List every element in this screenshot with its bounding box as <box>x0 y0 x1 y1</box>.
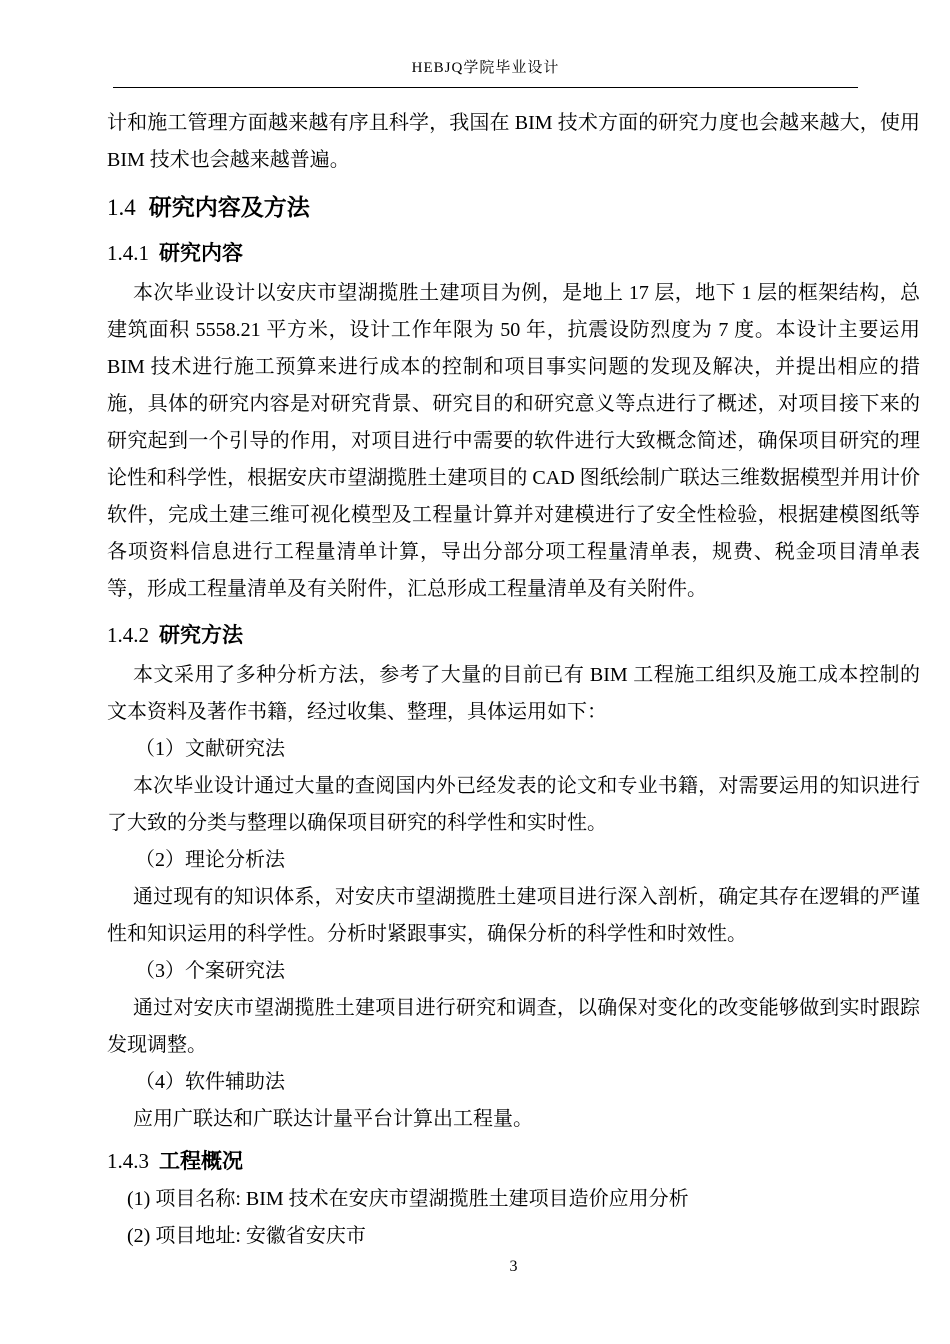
section-1-4-2-intro: 本文采用了多种分析方法，参考了大量的目前已有 BIM 工程施工组织及施工成本控制的文本资料及著作书籍，经过收集、整理，具体运用如下： <box>107 664 920 723</box>
heading-1-4-number: 1.4 <box>107 195 136 220</box>
heading-1-4-3-number: 1.4.3 <box>107 1149 149 1173</box>
page-number: 3 <box>509 1258 518 1275</box>
heading-1-4-1-title: 研究内容 <box>159 242 243 265</box>
project-item-address: (2) 项目地址: 安徽省安庆市 <box>127 1225 366 1247</box>
method-4-desc: 应用广联达和广联达计量平台计算出工程量。 <box>133 1108 533 1130</box>
heading-1-4-1 <box>107 240 920 267</box>
heading-1-4-3 <box>107 1148 920 1175</box>
page-header <box>113 60 858 88</box>
heading-1-4-2-number: 1.4.2 <box>107 623 149 647</box>
section-1-4-1-body: 本次毕业设计以安庆市望湖揽胜土建项目为例，是地上 17 层，地下 1 层的框架结构，总建筑面积 5558.21 平方米，设计工作年限为 50 年，抗震设防烈度为 7 度。本设计主要运用 BIM 技术进行施工预算来进行成本的控制和项目事实问题的发现及解决，并提出相应的措施，具体的研究内容是对研究背景、研究目的和研究意义等点进行了概述，对项目接下来的研究起到一个引导的作用，对项目进行中需要的软件进行大致概念简述，确保项目研究的理论性和科学性，根据安庆市望湖揽胜土建项目的 CAD 图纸绘制广联达三维数据模型并用计价软件，完成土建三维可视化模型及工程量计算并对建模进行了安全性检验，根据建模图纸等各项资料信息进行工程量清单计算，导出分部分项工程量清单表，规费、税金项目清单表等，形成工程量清单及有关附件，汇总形成工程量清单及有关附件。 <box>107 282 920 600</box>
project-item-name: (1) 项目名称: BIM 技术在安庆市望湖揽胜土建项目造价应用分析 <box>127 1188 689 1210</box>
method-1-label: （1）文献研究法 <box>135 738 285 760</box>
heading-1-4-title: 研究内容及方法 <box>148 194 310 220</box>
method-1-desc: 本次毕业设计通过大量的查阅国内外已经发表的论文和专业书籍，对需要运用的知识进行了大致的分类与整理以确保项目研究的科学性和实时性。 <box>107 775 920 834</box>
method-2-desc: 通过现有的知识体系，对安庆市望湖揽胜土建项目进行深入剖析，确定其存在逻辑的严谨性和知识运用的科学性。分析时紧跟事实，确保分析的科学性和时效性。 <box>107 886 920 945</box>
page-header-text: HEBJQ学院毕业设计 <box>411 60 560 76</box>
method-4-label: （4）软件辅助法 <box>135 1071 285 1093</box>
method-3-label: （3）个案研究法 <box>135 960 285 982</box>
heading-1-4-3-title: 工程概况 <box>159 1150 243 1173</box>
intro-paragraph: 计和施工管理方面越来越有序且科学，我国在 BIM 技术方面的研究力度也会越来越大，使用 BIM 技术也会越来越普遍。 <box>107 112 920 171</box>
method-3-desc: 通过对安庆市望湖揽胜土建项目进行研究和调查，以确保对变化的改变能够做到实时跟踪发现调整。 <box>107 997 920 1056</box>
heading-1-4-2-title: 研究方法 <box>159 624 243 647</box>
heading-1-4 <box>107 193 920 222</box>
method-2-label: （2）理论分析法 <box>135 849 285 871</box>
heading-1-4-1-number: 1.4.1 <box>107 241 149 265</box>
heading-1-4-2 <box>107 622 920 649</box>
